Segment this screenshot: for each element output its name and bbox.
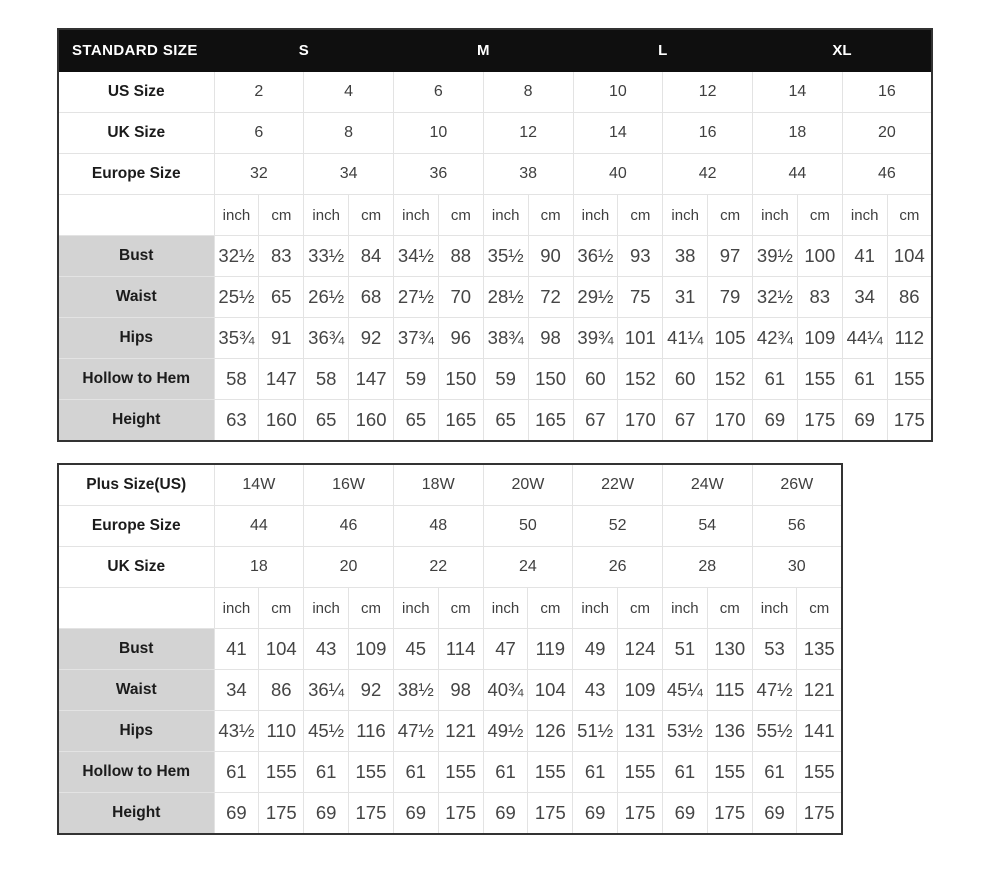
size-row <box>58 72 932 113</box>
measure-value: 65 <box>483 400 528 442</box>
measure-value: 41 <box>214 629 259 670</box>
measure-value: 49 <box>573 629 618 670</box>
size-group-header: XL <box>753 29 933 72</box>
measure-value: 53½ <box>662 711 707 752</box>
measure-label: Bust <box>58 629 214 670</box>
size-value: 44 <box>214 506 304 547</box>
measure-label: Height <box>58 793 214 835</box>
measure-value: 47½ <box>752 670 797 711</box>
measure-value: 32½ <box>753 277 798 318</box>
unit-label: inch <box>304 195 349 236</box>
measure-value: 45½ <box>304 711 349 752</box>
unit-label: cm <box>707 588 752 629</box>
size-row <box>58 464 842 506</box>
measure-value: 35¾ <box>214 318 259 359</box>
measure-value: 65 <box>304 400 349 442</box>
unit-label: cm <box>349 195 394 236</box>
measure-value: 147 <box>349 359 394 400</box>
measure-value: 110 <box>259 711 304 752</box>
unit-label: cm <box>528 195 573 236</box>
measure-value: 152 <box>618 359 663 400</box>
measure-value: 47½ <box>393 711 438 752</box>
measure-value: 69 <box>214 793 259 835</box>
measure-value: 33½ <box>304 236 349 277</box>
unit-label: cm <box>438 588 483 629</box>
measure-row <box>58 277 932 318</box>
measure-value: 49½ <box>483 711 528 752</box>
measure-value: 61 <box>662 752 707 793</box>
measure-value: 29½ <box>573 277 618 318</box>
measure-row <box>58 711 842 752</box>
measure-value: 47 <box>483 629 528 670</box>
measure-row <box>58 629 842 670</box>
size-group-header: M <box>394 29 574 72</box>
size-value: 52 <box>573 506 663 547</box>
measure-value: 61 <box>393 752 438 793</box>
measure-value: 86 <box>887 277 932 318</box>
measure-value: 112 <box>887 318 932 359</box>
size-value: 20W <box>483 464 573 506</box>
measure-value: 59 <box>394 359 439 400</box>
size-value: 50 <box>483 506 573 547</box>
measure-value: 121 <box>438 711 483 752</box>
measure-value: 155 <box>797 752 842 793</box>
measure-value: 45 <box>393 629 438 670</box>
measure-value: 58 <box>214 359 259 400</box>
size-row <box>58 154 932 195</box>
measure-label: Hips <box>58 711 214 752</box>
size-value: 20 <box>842 113 932 154</box>
measure-value: 84 <box>349 236 394 277</box>
measure-label: Hollow to Hem <box>58 752 214 793</box>
size-value: 48 <box>393 506 483 547</box>
measure-value: 70 <box>438 277 483 318</box>
plus-size-table <box>57 463 843 835</box>
measure-value: 124 <box>618 629 663 670</box>
measure-value: 75 <box>618 277 663 318</box>
measure-value: 155 <box>259 752 304 793</box>
measure-value: 72 <box>528 277 573 318</box>
measure-value: 100 <box>797 236 842 277</box>
measure-value: 43 <box>304 629 349 670</box>
size-value: 14W <box>214 464 304 506</box>
measure-value: 93 <box>618 236 663 277</box>
measure-row <box>58 670 842 711</box>
measure-value: 147 <box>259 359 304 400</box>
measure-value: 44¼ <box>842 318 887 359</box>
size-value: 30 <box>752 547 842 588</box>
measure-value: 175 <box>797 793 842 835</box>
measure-value: 98 <box>528 318 573 359</box>
unit-label: cm <box>708 195 753 236</box>
measure-value: 43½ <box>214 711 259 752</box>
measure-value: 40¾ <box>483 670 528 711</box>
row-label: Europe Size <box>58 506 214 547</box>
size-value: 22W <box>573 464 663 506</box>
unit-label: cm <box>259 588 304 629</box>
measure-value: 27½ <box>394 277 439 318</box>
row-label: Plus Size(US) <box>58 464 214 506</box>
measure-value: 116 <box>349 711 394 752</box>
measure-value: 45¼ <box>662 670 707 711</box>
unit-row-empty-cell <box>58 195 214 236</box>
unit-label: inch <box>394 195 439 236</box>
size-value: 6 <box>394 72 484 113</box>
measure-value: 155 <box>618 752 663 793</box>
size-value: 14 <box>753 72 843 113</box>
measure-value: 98 <box>438 670 483 711</box>
measure-value: 136 <box>707 711 752 752</box>
measure-value: 53 <box>752 629 797 670</box>
measure-value: 38¾ <box>483 318 528 359</box>
measure-value: 155 <box>528 752 573 793</box>
table-header-row <box>58 29 932 72</box>
measure-value: 92 <box>349 318 394 359</box>
measure-value: 115 <box>707 670 752 711</box>
measure-value: 119 <box>528 629 573 670</box>
measure-value: 38 <box>663 236 708 277</box>
measure-value: 60 <box>573 359 618 400</box>
measure-value: 88 <box>438 236 483 277</box>
measure-value: 69 <box>662 793 707 835</box>
measure-value: 165 <box>438 400 483 442</box>
measure-value: 42¾ <box>753 318 798 359</box>
measure-value: 175 <box>528 793 573 835</box>
measure-value: 109 <box>618 670 663 711</box>
unit-label: cm <box>528 588 573 629</box>
measure-value: 105 <box>708 318 753 359</box>
size-value: 18 <box>753 113 843 154</box>
size-value: 4 <box>304 72 394 113</box>
measure-value: 34 <box>842 277 887 318</box>
measure-value: 170 <box>708 400 753 442</box>
measure-row <box>58 359 932 400</box>
measure-value: 32½ <box>214 236 259 277</box>
measure-value: 155 <box>349 752 394 793</box>
unit-label: inch <box>483 588 528 629</box>
size-value: 8 <box>304 113 394 154</box>
size-value: 28 <box>662 547 752 588</box>
size-value: 38 <box>483 154 573 195</box>
measure-value: 83 <box>259 236 304 277</box>
measure-value: 155 <box>438 752 483 793</box>
size-value: 40 <box>573 154 663 195</box>
unit-label: inch <box>483 195 528 236</box>
measure-value: 36¾ <box>304 318 349 359</box>
measure-value: 175 <box>707 793 752 835</box>
measure-value: 114 <box>438 629 483 670</box>
measure-value: 36¼ <box>304 670 349 711</box>
measure-value: 51½ <box>573 711 618 752</box>
size-value: 44 <box>753 154 843 195</box>
size-value: 56 <box>752 506 842 547</box>
measure-value: 152 <box>708 359 753 400</box>
size-row <box>58 113 932 154</box>
measure-row <box>58 236 932 277</box>
measure-value: 69 <box>752 793 797 835</box>
measure-value: 165 <box>528 400 573 442</box>
size-value: 32 <box>214 154 304 195</box>
unit-label: cm <box>797 195 842 236</box>
unit-label: inch <box>663 195 708 236</box>
measure-label: Hollow to Hem <box>58 359 214 400</box>
measure-value: 61 <box>483 752 528 793</box>
measure-value: 175 <box>618 793 663 835</box>
measure-value: 43 <box>573 670 618 711</box>
size-row <box>58 547 842 588</box>
measure-value: 34 <box>214 670 259 711</box>
measure-value: 41 <box>842 236 887 277</box>
measure-value: 160 <box>349 400 394 442</box>
unit-label: cm <box>797 588 842 629</box>
unit-label: inch <box>573 195 618 236</box>
measure-value: 175 <box>259 793 304 835</box>
size-value: 16W <box>304 464 394 506</box>
measure-value: 39¾ <box>573 318 618 359</box>
measure-value: 126 <box>528 711 573 752</box>
size-value: 20 <box>304 547 394 588</box>
size-row <box>58 506 842 547</box>
measure-value: 58 <box>304 359 349 400</box>
measure-value: 69 <box>573 793 618 835</box>
measure-value: 28½ <box>483 277 528 318</box>
size-value: 36 <box>394 154 484 195</box>
measure-label: Height <box>58 400 214 442</box>
measure-value: 104 <box>528 670 573 711</box>
measure-value: 38½ <box>393 670 438 711</box>
measure-value: 67 <box>573 400 618 442</box>
size-value: 6 <box>214 113 304 154</box>
measure-value: 39½ <box>753 236 798 277</box>
measure-value: 55½ <box>752 711 797 752</box>
size-value: 46 <box>842 154 932 195</box>
measure-value: 69 <box>393 793 438 835</box>
measure-value: 104 <box>887 236 932 277</box>
unit-label: inch <box>304 588 349 629</box>
measure-value: 141 <box>797 711 842 752</box>
measure-value: 69 <box>304 793 349 835</box>
unit-row-empty-cell <box>58 588 214 629</box>
size-value: 22 <box>393 547 483 588</box>
measure-label: Waist <box>58 277 214 318</box>
measure-value: 65 <box>394 400 439 442</box>
measure-value: 36½ <box>573 236 618 277</box>
measure-value: 60 <box>663 359 708 400</box>
unit-label: cm <box>618 588 663 629</box>
measure-value: 67 <box>663 400 708 442</box>
size-value: 42 <box>663 154 753 195</box>
measure-value: 41¼ <box>663 318 708 359</box>
measure-value: 63 <box>214 400 259 442</box>
unit-row <box>58 588 842 629</box>
measure-row <box>58 400 932 442</box>
measure-value: 150 <box>528 359 573 400</box>
size-group-header: L <box>573 29 753 72</box>
unit-label: cm <box>618 195 663 236</box>
measure-row <box>58 793 842 835</box>
measure-value: 131 <box>618 711 663 752</box>
size-value: 12 <box>483 113 573 154</box>
unit-label: cm <box>887 195 932 236</box>
size-value: 24W <box>662 464 752 506</box>
measure-value: 61 <box>214 752 259 793</box>
measure-value: 34½ <box>394 236 439 277</box>
measure-value: 37¾ <box>394 318 439 359</box>
measure-value: 86 <box>259 670 304 711</box>
unit-label: cm <box>438 195 483 236</box>
size-value: 10 <box>394 113 484 154</box>
unit-row <box>58 195 932 236</box>
standard-size-table <box>57 28 933 442</box>
unit-label: inch <box>752 588 797 629</box>
measure-row <box>58 752 842 793</box>
measure-value: 83 <box>797 277 842 318</box>
size-value: 16 <box>842 72 932 113</box>
measure-value: 160 <box>259 400 304 442</box>
size-value: 16 <box>663 113 753 154</box>
measure-value: 69 <box>842 400 887 442</box>
measure-value: 90 <box>528 236 573 277</box>
unit-label: inch <box>842 195 887 236</box>
unit-label: cm <box>259 195 304 236</box>
row-label: US Size <box>58 72 214 113</box>
size-value: 12 <box>663 72 753 113</box>
size-value: 18 <box>214 547 304 588</box>
measure-value: 59 <box>483 359 528 400</box>
size-group-header: S <box>214 29 394 72</box>
measure-value: 175 <box>887 400 932 442</box>
size-value: 34 <box>304 154 394 195</box>
size-value: 18W <box>393 464 483 506</box>
size-value: 26W <box>752 464 842 506</box>
measure-value: 61 <box>753 359 798 400</box>
unit-label: inch <box>214 588 259 629</box>
measure-value: 61 <box>304 752 349 793</box>
measure-value: 61 <box>842 359 887 400</box>
measure-value: 92 <box>349 670 394 711</box>
measure-value: 96 <box>438 318 483 359</box>
measure-label: Hips <box>58 318 214 359</box>
measure-value: 91 <box>259 318 304 359</box>
measure-value: 109 <box>349 629 394 670</box>
measure-value: 175 <box>797 400 842 442</box>
measure-value: 150 <box>438 359 483 400</box>
measure-value: 97 <box>708 236 753 277</box>
table-title: STANDARD SIZE <box>58 29 214 72</box>
measure-value: 170 <box>618 400 663 442</box>
measure-value: 79 <box>708 277 753 318</box>
measure-value: 130 <box>707 629 752 670</box>
measure-value: 61 <box>752 752 797 793</box>
unit-label: inch <box>662 588 707 629</box>
unit-label: inch <box>573 588 618 629</box>
unit-label: inch <box>393 588 438 629</box>
size-value: 2 <box>214 72 304 113</box>
measure-value: 35½ <box>483 236 528 277</box>
measure-value: 104 <box>259 629 304 670</box>
measure-value: 69 <box>753 400 798 442</box>
measure-value: 155 <box>887 359 932 400</box>
row-label: Europe Size <box>58 154 214 195</box>
row-label: UK Size <box>58 113 214 154</box>
measure-value: 31 <box>663 277 708 318</box>
measure-value: 68 <box>349 277 394 318</box>
size-value: 8 <box>483 72 573 113</box>
size-value: 24 <box>483 547 573 588</box>
unit-label: cm <box>349 588 394 629</box>
size-value: 54 <box>662 506 752 547</box>
size-value: 10 <box>573 72 663 113</box>
measure-value: 121 <box>797 670 842 711</box>
measure-value: 61 <box>573 752 618 793</box>
measure-label: Waist <box>58 670 214 711</box>
size-value: 14 <box>573 113 663 154</box>
unit-label: inch <box>753 195 798 236</box>
size-value: 26 <box>573 547 663 588</box>
measure-label: Bust <box>58 236 214 277</box>
measure-value: 25½ <box>214 277 259 318</box>
measure-value: 26½ <box>304 277 349 318</box>
size-value: 46 <box>304 506 394 547</box>
row-label: UK Size <box>58 547 214 588</box>
measure-value: 175 <box>438 793 483 835</box>
measure-value: 155 <box>797 359 842 400</box>
measure-value: 65 <box>259 277 304 318</box>
measure-value: 101 <box>618 318 663 359</box>
measure-value: 135 <box>797 629 842 670</box>
unit-label: inch <box>214 195 259 236</box>
measure-value: 51 <box>662 629 707 670</box>
measure-value: 69 <box>483 793 528 835</box>
measure-value: 175 <box>349 793 394 835</box>
measure-row <box>58 318 932 359</box>
measure-value: 109 <box>797 318 842 359</box>
measure-value: 155 <box>707 752 752 793</box>
